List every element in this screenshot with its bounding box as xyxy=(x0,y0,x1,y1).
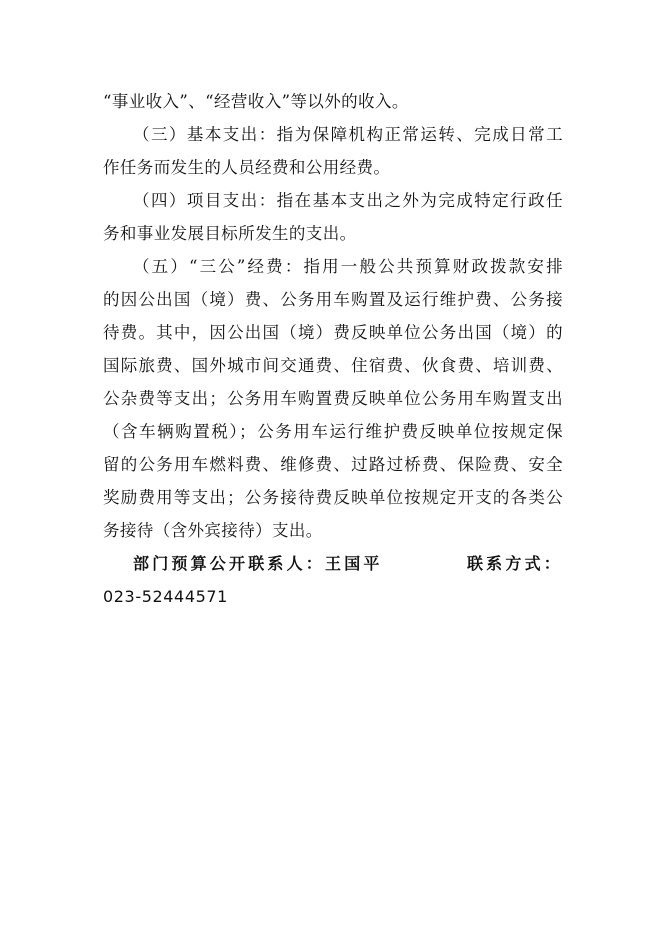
text-line-5: 务和事业发展目标所发生的支出。 xyxy=(103,224,357,243)
text-line-7: 的因公出国（境）费、公务用车购置及运行维护费、公务接 xyxy=(103,290,563,309)
contact-method-label: 联系方式： xyxy=(466,554,563,573)
contact-person: 部门预算公开联系人：王国平 xyxy=(133,554,383,573)
text-line-8: 待费。其中，因公出国（境）费反映单位公务出国（境）的 xyxy=(103,323,563,342)
text-line-13: 奖励费用等支出；公务接待费反映单位按规定开支的各类公 xyxy=(103,488,563,507)
text-line-12: 留的公务用车燃料费、维修费、过路过桥费、保险费、安全 xyxy=(103,455,563,474)
contact-phone: 023-52444571 xyxy=(103,587,228,606)
text-line-14: 务接待（含外宾接待）支出。 xyxy=(103,521,323,540)
text-line-11: （含车辆购置税）；公务用车运行维护费反映单位按规定保 xyxy=(103,422,563,441)
text-line-3: 作任务而发生的人员经费和公用经费。 xyxy=(103,158,391,177)
text-line-1: “事业收入”、“经营收入”等以外的收入。 xyxy=(103,92,409,111)
contact-row xyxy=(103,548,563,580)
text-line-10: 公杂费等支出；公务用车购置费反映单位公务用车购置支出 xyxy=(103,389,563,408)
text-line-6: （五）“三公”经费：指用一般公共预算财政拨款安排 xyxy=(133,257,563,276)
text-line-2: （三）基本支出：指为保障机构正常运转、完成日常工 xyxy=(133,125,563,144)
text-line-4: （四）项目支出：指在基本支出之外为完成特定行政任 xyxy=(133,191,563,210)
text-line-9: 国际旅费、国外城市间交通费、住宿费、伙食费、培训费、 xyxy=(103,356,563,375)
